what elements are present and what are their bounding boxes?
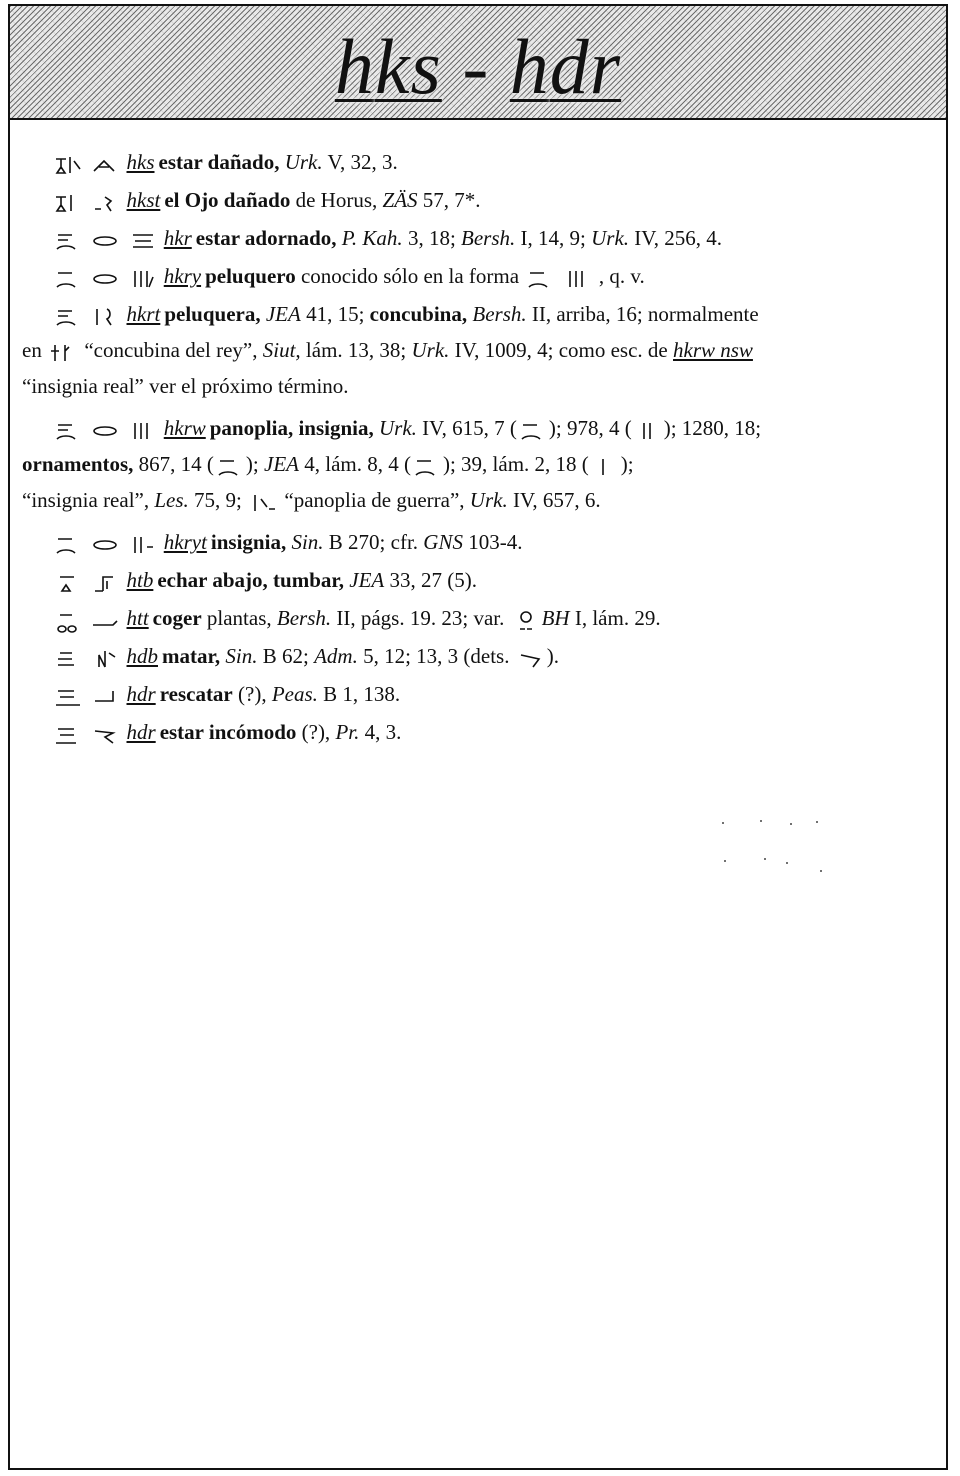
hieroglyph-icon (54, 266, 82, 290)
leg-icon (91, 570, 119, 594)
hieroglyph-icon (526, 266, 554, 290)
hieroglyph-icon (54, 304, 82, 328)
page-header (10, 6, 946, 120)
woman-icon (91, 304, 119, 328)
reed-icon (634, 418, 662, 442)
entry-hkrw: hkrw panoplia, insignia, Urk. IV, 615, 7 ( ); 978, 4 ( ); 1280, 18; ornamentos, 867, 14 ( ); JEA 4, lám. 8, 4 ( ); 39, lám. 2, 18 ( ); “insignia real”, Les. 75, 9; “panoplia de guerra”, Urk. IV, 657, 6. (22, 410, 928, 518)
hieroglyph-icon (54, 608, 82, 632)
man-striking-icon (91, 646, 119, 670)
hieroglyph-icon (54, 532, 82, 556)
eye-icon (91, 190, 119, 214)
reed-icon (564, 266, 592, 290)
arm-icon (91, 608, 119, 632)
hieroglyph-icon (54, 228, 82, 252)
entry-hkrt: hkrt peluquera, JEA 41, 15; concubina, Bersh. II, arriba, 16; normalmente en “concubina del rey”, Siut, lám. 13, 38; Urk. IV, 1009, 4; como esc. de hkrw nsw “insignia real” ver el próximo término. (22, 302, 759, 398)
entry-hdr-2: hdr estar incómodo (?), Pr. 4, 3. (52, 714, 922, 750)
hieroglyph-icon (129, 228, 157, 252)
mouth-icon (91, 266, 119, 290)
mouth-icon (91, 228, 119, 252)
reed-icon (129, 418, 157, 442)
hieroglyph-icon (54, 152, 82, 176)
mouth-icon (91, 532, 119, 556)
entry-hkry: hkry peluquero conocido sólo en la forma , q. v. (52, 258, 922, 294)
reed-icon (591, 454, 619, 478)
hieroglyph-icon (54, 190, 82, 214)
hieroglyph-icon (54, 722, 82, 746)
scan-specks (720, 820, 830, 880)
hieroglyph-icon (216, 454, 244, 478)
entry-htt: htt coger plantas, Bersh. II, págs. 19. 23; var. BH I, lám. 29. (52, 600, 922, 636)
hieroglyph-icon (54, 646, 82, 670)
sedge-icon (49, 340, 77, 364)
hieroglyph-icon (517, 646, 545, 670)
hieroglyph-icon (91, 684, 119, 708)
entry-hkryt: hkryt insignia, Sin. B 270; cfr. GNS 103-4. (52, 524, 922, 560)
entry-hks: hks estar dañado, Urk. V, 32, 3. (52, 144, 922, 180)
hieroglyph-icon (91, 152, 119, 176)
hieroglyph-icon (519, 418, 547, 442)
hieroglyph-icon (54, 684, 82, 708)
reed-icon (129, 532, 157, 556)
entry-hdb: hdb matar, Sin. B 62; Adm. 5, 12; 13, 3 (dets. ). (52, 638, 922, 674)
placenta-icon (512, 608, 540, 632)
hieroglyph-icon (54, 418, 82, 442)
entry-htb: htb echar abajo, tumbar, JEA 33, 27 (5). (52, 562, 922, 598)
hieroglyph-icon (249, 490, 277, 514)
entry-hkst: hkst el Ojo dañado de Horus, ZÄS 57, 7*. (52, 182, 922, 218)
entry-hkr: hkr estar adornado, P. Kah. 3, 18; Bersh. I, 14, 9; Urk. IV, 256, 4. (52, 220, 922, 256)
bird-icon (91, 722, 119, 746)
page-title: hks - hdr (334, 23, 622, 110)
hieroglyph-icon (413, 454, 441, 478)
reed-icon (129, 266, 157, 290)
hieroglyph-icon (54, 570, 82, 594)
mouth-icon (91, 418, 119, 442)
entry-hdr-1: hdr rescatar (?), Peas. B 1, 138. (52, 676, 922, 712)
